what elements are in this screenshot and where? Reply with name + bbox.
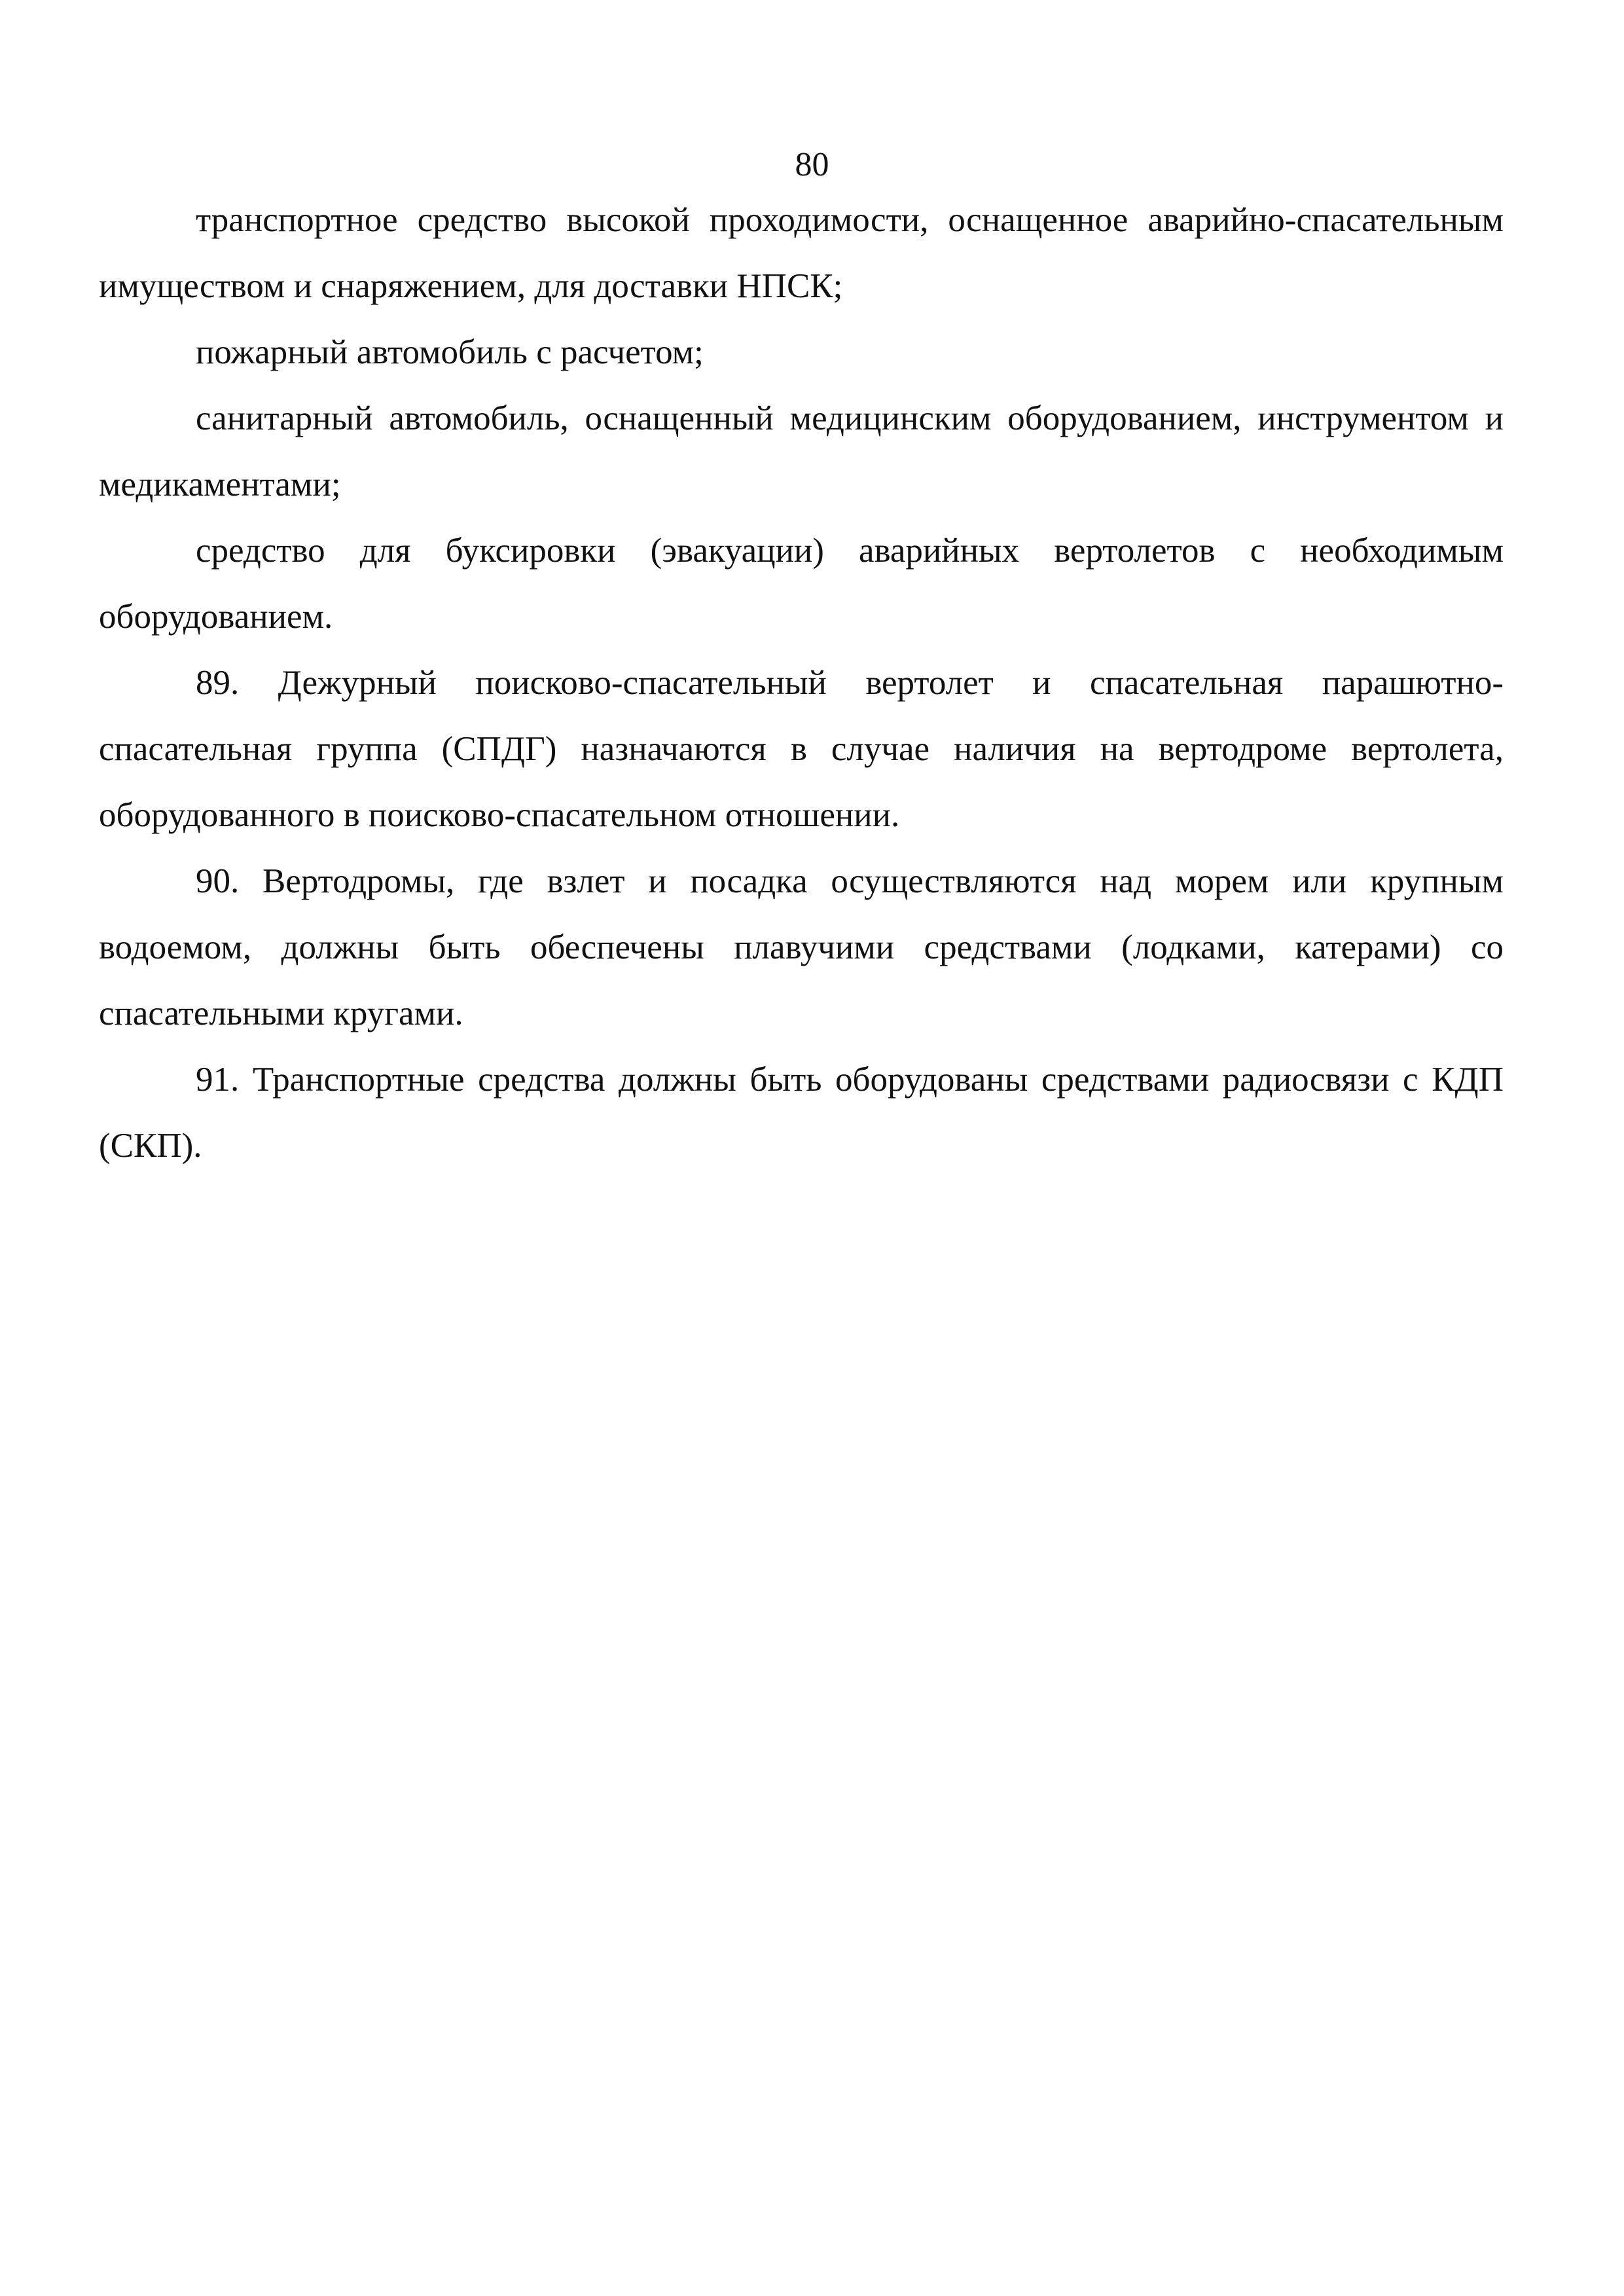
paragraph-90: 90. Вертодромы, где взлет и посадка осуществляются над морем или крупным водоемом, должны быть обеспечены плавучими средствами (лодками, катерами) со спасательными кругами.	[99, 862, 1504, 1032]
paragraph-transport-vehicle: транспортное средство высокой проходимости, оснащенное аварийно-спасательным имуществом и снаряжением, для доставки НПСК;	[99, 201, 1504, 305]
paragraph-ambulance: санитарный автомобиль, оснащенный медицинским оборудованием, инструментом и медикаментами;	[99, 399, 1504, 503]
document-body	[99, 187, 1504, 1179]
paragraph-91: 91. Транспортные средства должны быть оборудованы средствами радиосвязи с КДП (СКП).	[99, 1061, 1504, 1165]
paragraph-towing-equipment: средство для буксировки (эвакуации) аварийных вертолетов с необходимым оборудованием.	[99, 532, 1504, 636]
paragraph-89: 89. Дежурный поисково-спасательный вертолет и спасательная парашютно-спасательная группа (СПДГ) назначаются в случае наличия на вертодроме вертолета, оборудованного в поисково-спасательном отношении.	[99, 664, 1504, 834]
paragraph-fire-truck: пожарный автомобиль с расчетом;	[196, 333, 704, 371]
page-number: 80	[795, 146, 829, 183]
